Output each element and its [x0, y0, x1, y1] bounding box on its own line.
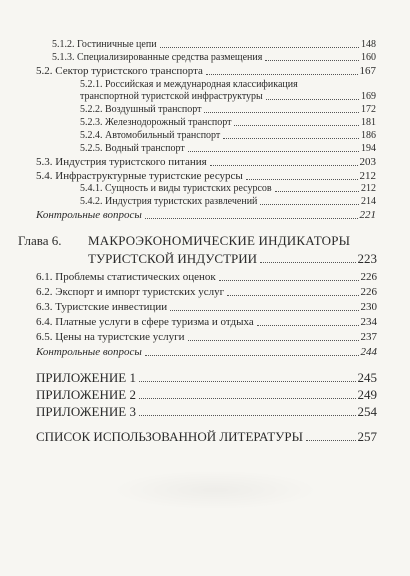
toc-entry: [80, 92, 376, 102]
dot-leader: [206, 74, 358, 75]
toc-entry-page: 214: [361, 196, 376, 207]
chapter-page: 223: [357, 251, 377, 266]
chapter-title-line2: ТУРИСТСКОЙ ИНДУСТРИИ: [88, 251, 258, 266]
toc-entry-title: 6.4. Платные услуги в сфере туризма и отдыха: [36, 316, 254, 328]
dot-leader: [160, 47, 359, 48]
dot-leader: [246, 179, 358, 180]
appendix-page: 254: [357, 404, 377, 419]
toc-entry: [80, 105, 376, 115]
bibliography-title: СПИСОК ИСПОЛЬЗОВАННОЙ ЛИТЕРАТУРЫ: [36, 429, 303, 444]
toc-entry-title: 6.2. Экспорт и импорт туристских услуг: [36, 286, 225, 298]
toc-entry-title: 5.1.2. Гостиничные цепи: [52, 39, 157, 50]
toc-entry-title: 5.3. Индустрия туристского питания: [36, 156, 207, 168]
toc-entry: [36, 317, 377, 328]
toc-entry-page: 181: [361, 117, 376, 128]
toc-entry: [36, 332, 377, 343]
toc-entry-title: 5.2. Сектор туристского транспорта: [36, 65, 203, 77]
dot-leader: [266, 99, 359, 100]
toc-entry-title: 5.4.1. Сущность и виды туристских ресурсов: [80, 183, 272, 194]
appendix-title: ПРИЛОЖЕНИЕ 2: [36, 387, 136, 402]
dot-leader: [139, 415, 356, 416]
toc-entry-title: 5.1.3. Специализированные средства размещения: [52, 52, 263, 63]
chapter-label: Глава 6.: [18, 233, 62, 248]
toc-entry-title: 5.2.3. Железнодорожный транспорт: [80, 117, 232, 128]
toc-entry-page: 226: [360, 271, 377, 283]
appendix-page: 249: [357, 387, 377, 402]
bibliography-entry: [36, 430, 377, 443]
toc-entry-title: 6.1. Проблемы статистических оценок: [36, 271, 216, 283]
toc-entry: [80, 131, 376, 141]
dot-leader: [265, 60, 359, 61]
bibliography-page: 257: [357, 429, 377, 444]
dot-leader: [260, 204, 359, 205]
toc-entry-page: 237: [360, 331, 377, 343]
toc-entry-page: 244: [360, 346, 377, 358]
paper-show-through: [110, 470, 320, 510]
appendix-entry: [36, 388, 377, 401]
toc-entry: [36, 272, 377, 283]
toc-entry-page: 169: [361, 91, 376, 102]
dot-leader: [188, 151, 359, 152]
toc-entry-title: 5.4.2. Индустрия туристских развлечений: [80, 196, 258, 207]
toc-entry: [36, 302, 377, 313]
dot-leader: [204, 112, 359, 113]
toc-entry-title: 5.2.4. Автомобильный транспорт: [80, 130, 221, 141]
dot-leader: [219, 280, 359, 281]
dot-leader: [260, 262, 355, 263]
toc-entry-page: 172: [361, 104, 376, 115]
toc-entry: [80, 184, 376, 194]
toc-entry: [52, 53, 376, 63]
chapter-heading: [88, 252, 377, 265]
toc-entry-page: 194: [361, 143, 376, 154]
dot-leader: [170, 310, 358, 311]
dot-leader: [223, 138, 359, 139]
toc-entry-page: 212: [359, 170, 376, 182]
toc-entry-title-line1: 5.2.1. Российская и международная классификация: [80, 79, 298, 90]
appendix-title: ПРИЛОЖЕНИЕ 1: [36, 370, 136, 385]
toc-entry-page: 230: [360, 301, 377, 313]
dot-leader: [139, 381, 356, 382]
dot-leader: [234, 125, 359, 126]
dot-leader: [139, 398, 356, 399]
toc-entry: [36, 66, 376, 77]
toc-entry-page: 148: [361, 39, 376, 50]
toc-entry-title: 5.2.5. Водный транспорт: [80, 143, 185, 154]
dot-leader: [145, 218, 358, 219]
dot-leader: [257, 325, 359, 326]
dot-leader: [145, 355, 359, 356]
toc-entry-page: 203: [359, 156, 376, 168]
toc-entry: [36, 171, 376, 182]
toc-entry-page: 212: [361, 183, 376, 194]
chapter-title-line1: МАКРОЭКОНОМИЧЕСКИЕ ИНДИКАТОРЫ: [88, 233, 351, 248]
toc-entry: [36, 210, 376, 221]
dot-leader: [188, 340, 359, 341]
toc-entry-title: 6.5. Цены на туристские услуги: [36, 331, 185, 343]
toc-entry-page: 167: [359, 65, 376, 77]
toc-entry: [80, 144, 376, 154]
toc-entry: [80, 197, 376, 207]
toc-entry-title: 6.3. Туристские инвестиции: [36, 301, 168, 313]
dot-leader: [210, 165, 358, 166]
toc-entry-title: Контрольные вопросы: [36, 209, 142, 221]
appendix-entry: [36, 405, 377, 418]
toc-entry: [52, 40, 376, 50]
toc-entry: [36, 157, 376, 168]
toc-entry-page: 226: [360, 286, 377, 298]
toc-entry-page: 186: [361, 130, 376, 141]
appendix-entry: [36, 371, 377, 384]
toc-entry-title: Контрольные вопросы: [36, 346, 142, 358]
toc-entry: [36, 347, 377, 358]
toc-entry-title-line2: транспортной туристской инфраструктуры: [80, 91, 263, 102]
dot-leader: [306, 440, 356, 441]
dot-leader: [275, 191, 359, 192]
appendix-title: ПРИЛОЖЕНИЕ 3: [36, 404, 136, 419]
appendix-page: 245: [357, 370, 377, 385]
dot-leader: [227, 295, 358, 296]
toc-entry-page: 234: [360, 316, 377, 328]
toc-entry: [80, 118, 376, 128]
toc-entry-title: 5.4. Инфраструктурные туристские ресурсы: [36, 170, 243, 182]
toc-entry-title: 5.2.2. Воздушный транспорт: [80, 104, 202, 115]
toc-entry: [36, 287, 377, 298]
toc-entry-page: 160: [361, 52, 376, 63]
toc-entry-page: 221: [359, 209, 376, 221]
